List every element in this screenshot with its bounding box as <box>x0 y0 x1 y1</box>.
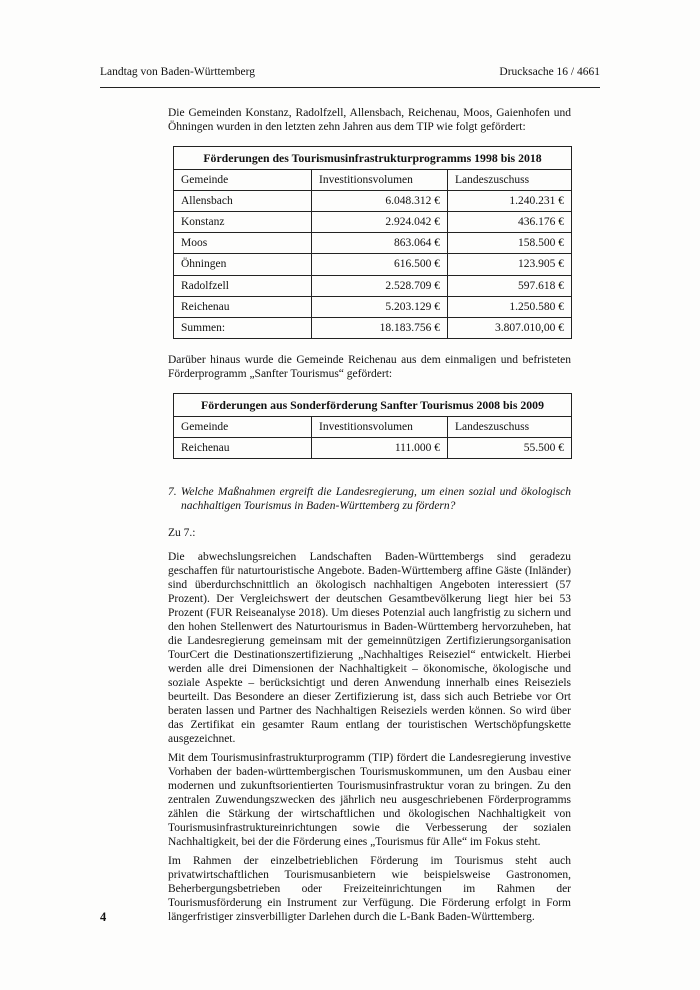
cell-gemeinde: Reichenau <box>174 296 312 317</box>
cell-investitionsvolumen: 616.500 € <box>312 254 448 275</box>
column-header-investitionsvolumen: Investitionsvolumen <box>312 170 448 191</box>
table-sum-row <box>174 317 572 338</box>
table2-title: Förderungen aus Sonderförderung Sanfter Tourismus 2008 bis 2009 <box>174 393 572 416</box>
cell-summen-label: Summen: <box>174 317 312 338</box>
document-content <box>168 106 571 924</box>
cell-investitionsvolumen: 2.528.709 € <box>312 275 448 296</box>
table-row <box>174 212 572 233</box>
page-header <box>100 66 600 88</box>
cell-gemeinde: Radolfzell <box>174 275 312 296</box>
table-row <box>174 191 572 212</box>
answer-paragraph-1: Die abwechslungsreichen Landschaften Baden-Württembergs sind geradezu geschaffen für naturtouristische Angebote. Baden-Württemberg affine Gäste (Inländer) sind überdurchschnittlich an ökologisch nachhaltigen Angeboten interessiert (57 Prozent). Der Vergleichswert der deutschen Gesamtbevölkerung liegt hier bei 53 Prozent (FUR Reiseanalyse 2018). Um dieses Potenzial auch langfristig zu sichern und den hohen Stellenwert des Naturtourismus in Baden-Württemberg hervorzuheben, hat die Landesregierung gemeinsam mit der gemeinnützigen Zertifizierungsorganisation TourCert die Destinationszertifizierung „Nachhaltiges Reiseziel“ entwickelt. Hierbei werden alle drei Dimensionen der Nachhaltigkeit – ökonomische, ökologische und soziale Aspekte – berücksichtigt und deren Anwendung innerhalb eines Reiseziels beurteilt. Das Besondere an dieser Zertifizierung ist, dass sich auch Betriebe vor Ort beraten lassen und Partner des Nachhaltigen Reiseziels werden können. So wird über das Zertifikat ein gesamter Raum entlang der touristischen Wertschöpfungskette ausgezeichnet. <box>168 551 571 746</box>
question-7: 7. Welche Maßnahmen ergreift die Landesregierung, um einen sozial und ökologisch nachhaltigen Tourismus in Baden-Württemberg zu fördern? <box>168 486 571 513</box>
cell-landeszuschuss: 1.250.580 € <box>448 296 572 317</box>
column-header-landeszuschuss: Landeszuschuss <box>448 170 572 191</box>
answer-7-label: Zu 7.: <box>168 527 196 540</box>
table-header-row <box>174 416 572 437</box>
table-row <box>174 254 572 275</box>
header-left-title: Landtag von Baden-Württemberg <box>100 66 255 78</box>
column-header-gemeinde: Gemeinde <box>174 416 312 437</box>
cell-investitionsvolumen: 6.048.312 € <box>312 191 448 212</box>
sanfter-tourismus-table <box>173 393 572 459</box>
table-row <box>174 275 572 296</box>
answer-paragraph-3: Im Rahmen der einzelbetrieblichen Förderung im Tourismus steht auch privatwirtschaftlichen Tourismusanbietern wie beispielsweise Gastronomen, Beherbergungsbetrieben oder Freizeiteinrichtungen im Rahmen der Tourismusförderung ein Instrument zur Verfügung. Die Förderung erfolgt in Form längerfristiger zinsverbilligter Darlehen durch die L-Bank Baden-Württemberg. <box>168 855 571 924</box>
answer-paragraph-2: Mit dem Tourismusinfrastrukturprogramm (TIP) fördert die Landesregierung investive Vorhaben der baden-württembergischen Tourismuskommunen, um den Ausbau einer modernen und zukunftsorientierten Tourismusinfrastruktur voran zu bringen. Zu den zentralen Zuwendungszwecken des jährlich neu ausgeschriebenen Förderprogramms zählen die Stärkung der wirtschaftlichen und ökologischen Nachhaltigkeit von Tourismusinfrastruktureinrichtungen sowie die Verbesserung der sozialen Nachhaltigkeit, bei der die Förderung eines „Tourismus für Alle“ im Fokus steht. <box>168 752 571 849</box>
cell-landeszuschuss: 158.500 € <box>448 233 572 254</box>
cell-investitionsvolumen: 111.000 € <box>312 437 448 458</box>
column-header-landeszuschuss: Landeszuschuss <box>448 416 572 437</box>
intro-paragraph: Die Gemeinden Konstanz, Radolfzell, Allensbach, Reichenau, Moos, Gaienhofen und Öhningen wurden in den letzten zehn Jahren aus dem TIP wie folgt gefördert: <box>168 107 571 134</box>
table-title-row <box>174 393 572 416</box>
header-right-docnumber: Drucksache 16 / 4661 <box>499 66 600 78</box>
cell-investitionsvolumen: 5.203.129 € <box>312 296 448 317</box>
table-header-row <box>174 170 572 191</box>
cell-landeszuschuss: 597.618 € <box>448 275 572 296</box>
cell-gemeinde: Öhningen <box>174 254 312 275</box>
cell-summen-investitionsvolumen: 18.183.756 € <box>312 317 448 338</box>
table1-title: Förderungen des Tourismusinfrastrukturprogramms 1998 bis 2018 <box>174 147 572 170</box>
page-number: 4 <box>100 910 107 924</box>
cell-landeszuschuss: 1.240.231 € <box>448 191 572 212</box>
table-row <box>174 296 572 317</box>
cell-gemeinde: Moos <box>174 233 312 254</box>
cell-investitionsvolumen: 2.924.042 € <box>312 212 448 233</box>
cell-landeszuschuss: 123.905 € <box>448 254 572 275</box>
cell-summen-landeszuschuss: 3.807.010,00 € <box>448 317 572 338</box>
cell-gemeinde: Konstanz <box>174 212 312 233</box>
column-header-gemeinde: Gemeinde <box>174 170 312 191</box>
cell-landeszuschuss: 55.500 € <box>448 437 572 458</box>
cell-gemeinde: Reichenau <box>174 437 312 458</box>
column-header-investitionsvolumen: Investitionsvolumen <box>312 416 448 437</box>
sanfter-tourismus-paragraph: Darüber hinaus wurde die Gemeinde Reichenau aus dem einmaligen und befristeten Förderprogramm „Sanfter Tourismus“ gefördert: <box>168 353 571 380</box>
cell-landeszuschuss: 436.176 € <box>448 212 572 233</box>
table-title-row <box>174 147 572 170</box>
table-row <box>174 233 572 254</box>
cell-gemeinde: Allensbach <box>174 191 312 212</box>
table-row <box>174 437 572 458</box>
tip-funding-table <box>173 146 572 339</box>
cell-investitionsvolumen: 863.064 € <box>312 233 448 254</box>
